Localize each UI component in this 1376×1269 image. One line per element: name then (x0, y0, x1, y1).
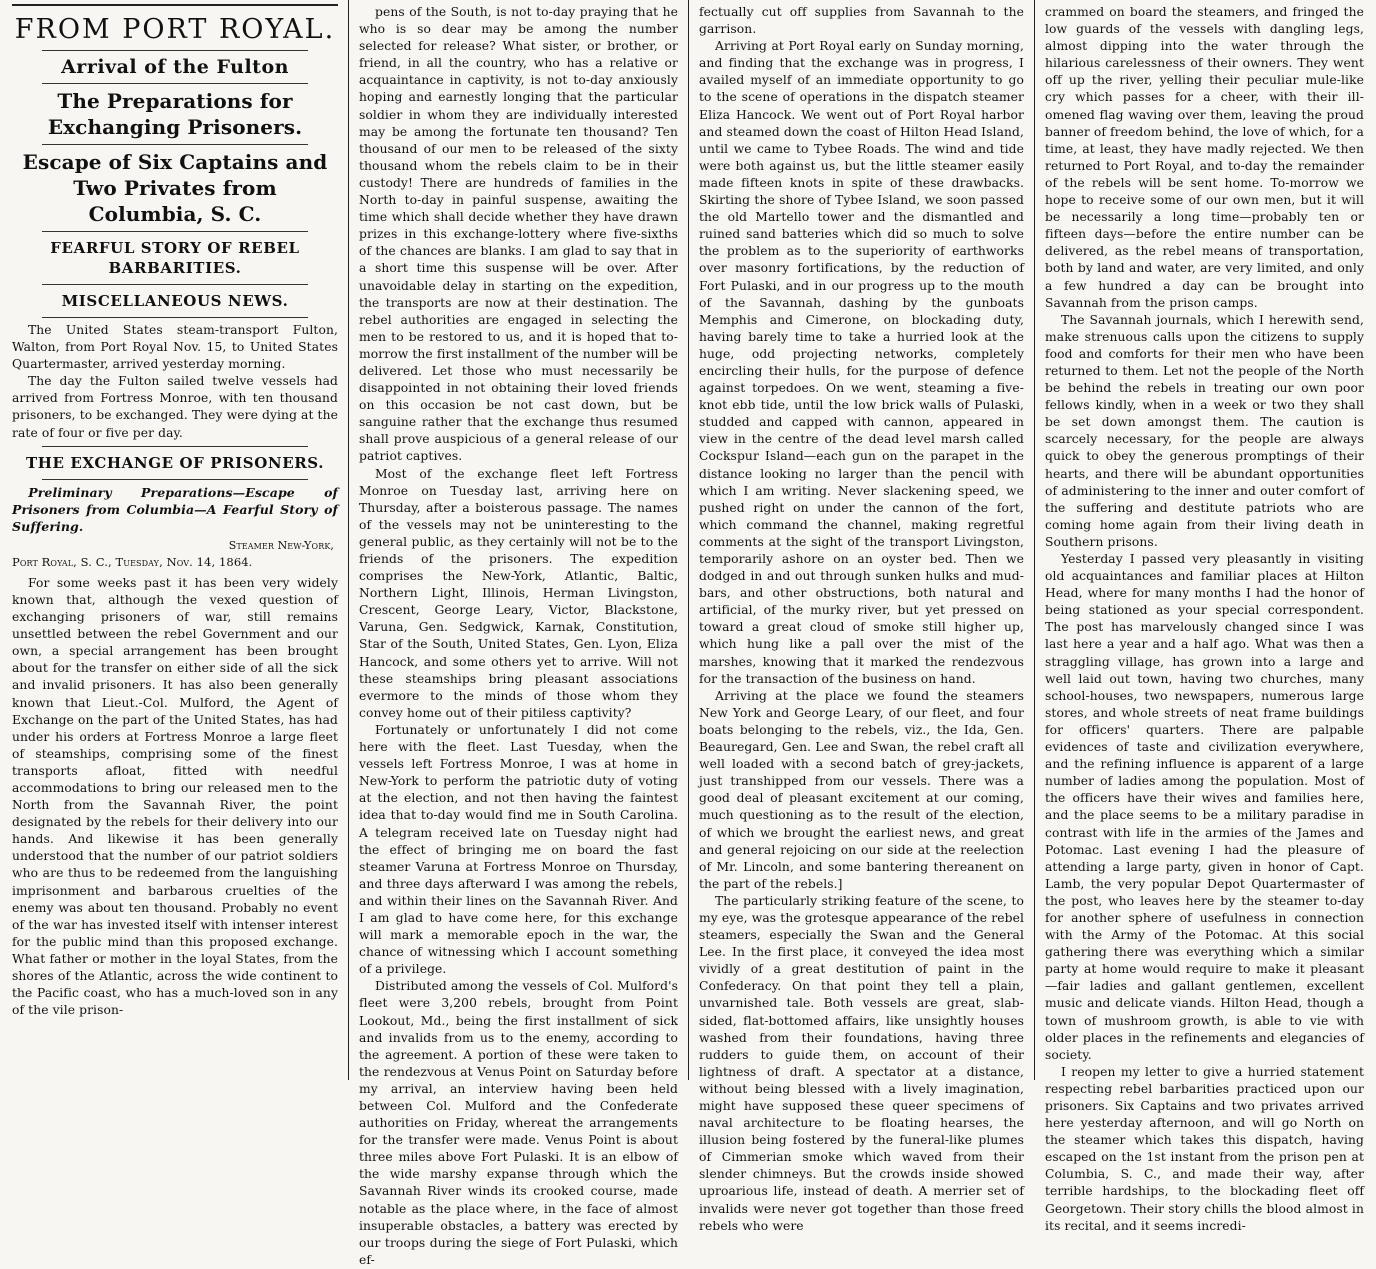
paragraph: The Savannah journals, which I herewith send, make strenuous calls upon the citizens to supply food and comforts for their men who have been returned to them. Let not the people of the North be behind the rebels in treating our own poor fellows kindly, when in a week or two they shall be set down amongst them. The caution is scarcely necessary, for the people are always quick to obey the generous promptings of their hearts, and there will be abundant opportunities of administering to the inner and outer comfort of the suffering and destitute patriots who are coming home again from their living death in Southern prisons. (1045, 312, 1364, 549)
paragraph: Arriving at Port Royal early on Sunday morning, and finding that the exchange was in progress, I availed myself of an immediate opportunity to go to the scene of operations in the dispatch steamer Eliza Hancock. We went out of Port Royal harbor and steamed down the coast of Hilton Head Island, until we came to Tybee Roads. The wind and tide were both against us, but the little steamer easily made fifteen knots in spite of these drawbacks. Skirting the shore of Tybee Island, we soon passed the old Martello tower and the dismantled and ruined sand batteries which did so much to solve the problem as to the superiority of earthworks over masonry fortifications, by the reduction of Fort Pulaski, and in our progress up to the mouth of the Savannah, dashing by the gunboats Memphis and Cimerone, on blockading duty, having barely time to take a hurried look at the huge, odd projecting networks, completely encircling their hulls, for the purpose of defence against torpedoes. On we went, steaming a five-knot ebb tide, until the low brick walls of Pulaski, studded and capped with cannon, appeared in view in the centre of the dead level marsh called Cockspur Island—each gun on the parapet in the distance looking no larger than the pencil with which I am writing. Never slackening speed, we pushed right on under the cannon of the fort, which command the channel, making regretful comments at the sight of the transport Livingston, temporarily ashore on an oyster bed. Then we dodged in and out through sunken hulks and mud-bars, and other obstructions, both natural and artificial, of the murky river, but yet pressed on toward a great cloud of smoke still higher up, which hung like a pall over the mist of the marshes, knowing that it marked the rendezvous for the transaction of the business on hand. (699, 39, 1024, 686)
main-headline: FROM PORT ROYAL. (14, 14, 336, 45)
divider (42, 284, 308, 285)
deck-headline: FEARFUL STORY OF REBEL BARBARITIES. (50, 239, 300, 277)
divider (42, 479, 308, 480)
paragraph: The particularly striking feature of the scene, to my eye, was the grotesque appearance of the rebel steamers, especially the Swan and the General Lee. In the first place, it conveyed the idea most vividly of a great destitution of paint in the Confederacy. On that point they tell a plain, unvarnished tale. Both vessels are great, slab-sided, flat-bottomed affairs, like unsightly houses washed from their foundations, having three rudders to guide them, on account of their lightness of draft. A spectator at a distance, without being blessed with a lively imagination, might have supposed these queer specimens of naval architecture to be floating hearses, the illusion being fostered by the funeral-like plumes of Cimmerian smoke which waved from their slender chimneys. But the crowds inside showed uproarious life, instead of death. A merrier set of invalids were never got together than those freed rebels who were (699, 893, 1024, 1233)
divider (42, 446, 308, 447)
paragraph: Yesterday I passed very pleasantly in visiting old acquaintances and familiar places at Hilton Head, where for many months I had the honor of being stationed as your special correspondent. The post has marvelously changed since I was last here a year and a half ago. What was then a straggling village, has grown into a large and well laid out town, having two churches, many school-houses, two newspapers, numerous large stores, and whole streets of neat frame buildings for officers' quarters. There are palpable evidences of taste and civilization everywhere, and the refining influence is apparent of a large number of ladies among the population. Most of the officers have their wives and families here, and the place seems to be a military paradise in contrast with life in the armies of the James and Potomac. Last evening I had the pleasure of attending a large party, given in honor of Capt. Lamb, the very popular Depot Quartermaster of the post, who leaves here by the steamer to-day for another sphere of usefulness in connection with the Army of the Potomac. At this social gathering there was everything which a similar party at home would require to make it pleasant—fair ladies and gallant gentlemen, excellent music and delicate viands. Hilton Head, though a town of mushroom growth, is able to vie with older places in the refinements and elegancies of society. (1045, 552, 1364, 1062)
top-rule (12, 4, 338, 6)
paragraph: Distributed among the vessels of Col. Mulford's fleet were 3,200 rebels, brought from Point Lookout, Md., being the first installment of sick and invalids from us to the enemy, according to the agreement. A portion of these were taken to the rendezvous at Venus Point on Saturday before my arrival, an interview having been held between Col. Mulford and the Confederate authorities on Friday, whereat the arrangements for the transfer were made. Venus Point is about three miles above Fort Pulaski. It is an elbow of the wide marshy expanse through which the Savannah River winds its crooked course, made notable as the place where, in the face of almost insuperable obstacles, a battery was erected by our troops during the siege of Fort Pulaski, which ef- (359, 979, 678, 1267)
column-3 (688, 0, 1034, 1233)
divider (42, 231, 308, 232)
paragraph: crammed on board the steamers, and fringed the low guards of the vessels with dangling legs, almost dipping into the water through the hilarious carelessness of their owners. They went off up the river, yelling their peculiar mule-like cry which passes for a cheer, with their ill-omened flag waving over them, leaving the proud banner of freedom behind, the love of which, for a time, at least, they have madly rejected. We then returned to Port Royal, and to-day the remainder of the rebels will be sent home. To-morrow we hope to receive some of our own men, but it will be necessarily a long time—probably ten or fifteen days—before the entire number can be delivered, as the rebel means of transportation, both by land and water, are very limited, and only a few hundred a day can be brought into Savannah from the prison camps. (1045, 5, 1364, 310)
paragraph: The United States steam-transport Fulton, Walton, from Port Royal Nov. 15, to United States Quartermaster, arrived yesterday morning. (12, 323, 338, 372)
subheading: Preliminary Preparations—Escape of Prisoners from Columbia—A Fearful Story of Suffering. (12, 484, 338, 534)
divider (42, 50, 308, 51)
dateline: Port Royal, S. C., Tuesday, Nov. 14, 1864. (12, 554, 253, 569)
section-headline: MISCELLANEOUS NEWS. (61, 292, 289, 310)
arrival-headline: Arrival of the Fulton (61, 56, 289, 78)
paragraph: Arriving at the place we found the steamers New York and George Leary, of our fleet, and four boats belonging to the rebels, viz., the Ida, Gen. Beauregard, Gen. Lee and Swan, the rebel craft all well loaded with a second batch of grey-jackets, just transhipped from our vessels. There was a good deal of pleasant excitement at our coming, much questioning as to the result of the election, of which we brought the earliest news, and great and general rejoicing on our side at the reelection of Mr. Lincoln, and some bantering thereanent on the part of the rebels.] (699, 688, 1024, 891)
deck-headline: Escape of Six Captains and Two Privates from Columbia, S. C. (22, 150, 328, 226)
column-4 (1034, 0, 1374, 1233)
column-1 (2, 0, 348, 1080)
paragraph: Fortunately or unfortunately I did not come here with the fleet. Last Tuesday, when the vessels left Fortress Monroe, I was at home in New-York to perform the patriotic duty of voting at the election, and not then having the faintest idea that to-day would find me in South Carolina. A telegram received late on Tuesday night had the effect of bringing me on board the fast steamer Varuna at Fortress Monroe on Thursday, and three days afterward I was among the rebels, and within their lines on the Savannah River. And I am glad to have come here, for this exchange will mark a memorable epoch in the war, the chance of witnessing which I account something of a privilege. (359, 722, 678, 977)
dateline-vessel: Steamer New-York, (228, 538, 334, 552)
paragraph: fectually cut off supplies from Savannah to the garrison. (699, 5, 1024, 37)
paragraph: For some weeks past it has been very widely known that, although the vexed question of exchanging prisoners of war, still remains unsettled between the rebel Government and our own, a special arrangement has been brought about for the transfer on either side of all the sick and invalid prisoners. It has also been generally known that Lieut.-Col. Mulford, the Agent of Exchange on the part of the United States, has had under his orders at Fortress Monroe a large fleet of steamships, comprising some of the finest transports afloat, fitted with needful accommodations to bring our released men to the North from the Savannah River, the point designated by the rebels for their delivery into our hands. And likewise it has been generally understood that the number of our patriot soldiers who are thus to be redeemed from the languishing imprisonment and barbarous cruelties of the enemy was about ten thousand. Probably no event of the war has invested itself with intenser interest for the public mind than this proposed exchange. What father or mother in the loyal States, from the shores of the Atlantic, across the wide continent to the Pacific coast, who has a much-loved son in any of the vile prison- (12, 575, 338, 1018)
paragraph: pens of the South, is not to-day praying that he who is so dear may be among the number selected for release? What sister, or brother, or friend, in all the country, who has a relative or acquaintance in captivity, is not to-day anxiously hoping and earnestly longing that the particular soldier in whom they are individually interested may be among the fortunate ten thousand? Ten thousand of our men to be released of the sixty thousand whom the rebels claim to be in their custody! There are hundreds of families in the North to-day in painful suspense, awaiting the time which shall decide whether they have drawn prizes in this exchange-lottery where five-sixths of the chances are blanks. I am glad to say that in a short time this suspense will be over. After unavoidable delay in starting on the expedition, the transports are now at their destination. The rebel authorities are engaged in selecting the men to be restored to us, and it is hoped that to-morrow the first installment of the number will be delivered. Let those who must necessarily be disappointed in not obtaining their loved friends on this occasion be not cast down, but be sanguine rather that the exchange thus resumed shall prove auspicious of a general release of our patriot captives. (359, 5, 678, 464)
divider (42, 83, 308, 84)
paragraph: Most of the exchange fleet left Fortress Monroe on Tuesday last, arriving here on Thursday, after a boisterous passage. The names of the vessels may not be uninteresting to the general public, as they certainly will not be to the friends of the prisoners. The expedition comprises the New-York, Atlantic, Baltic, Northern Light, Illinois, Herman Livingston, Crescent, George Leary, Victor, Blackstone, Varuna, Gen. Sedgwick, Karnak, Constitution, Star of the South, United States, Gen. Lyon, Eliza Hancock, and some others yet to arrive. Will not these steamships bring pleasant associations evermore to the minds of those whom they convey home out of their pitiless captivity? (359, 466, 678, 720)
paragraph: I reopen my letter to give a hurried statement respecting rebel barbarities practiced upon our prisoners. Six Captains and two privates arrived here yesterday afternoon, and will go North on the steamer which takes this dispatch, having escaped on the 1st instant from the prison pen at Columbia, S. C., and made their way, after terrible hardships, to the blockading fleet off Georgetown. Their story chills the blood almost in its recital, and it seems incredi- (1045, 1064, 1364, 1233)
column-2 (348, 0, 688, 1267)
deck-headline: The Preparations for Exchanging Prisoners. (47, 89, 303, 139)
divider (42, 144, 308, 145)
section-headline: THE EXCHANGE OF PRISONERS. (25, 453, 325, 472)
divider (42, 317, 308, 318)
paragraph: The day the Fulton sailed twelve vessels had arrived from Fortress Monroe, with ten thousand prisoners, to be exchanged. They were dying at the rate of four or five per day. (12, 374, 338, 440)
